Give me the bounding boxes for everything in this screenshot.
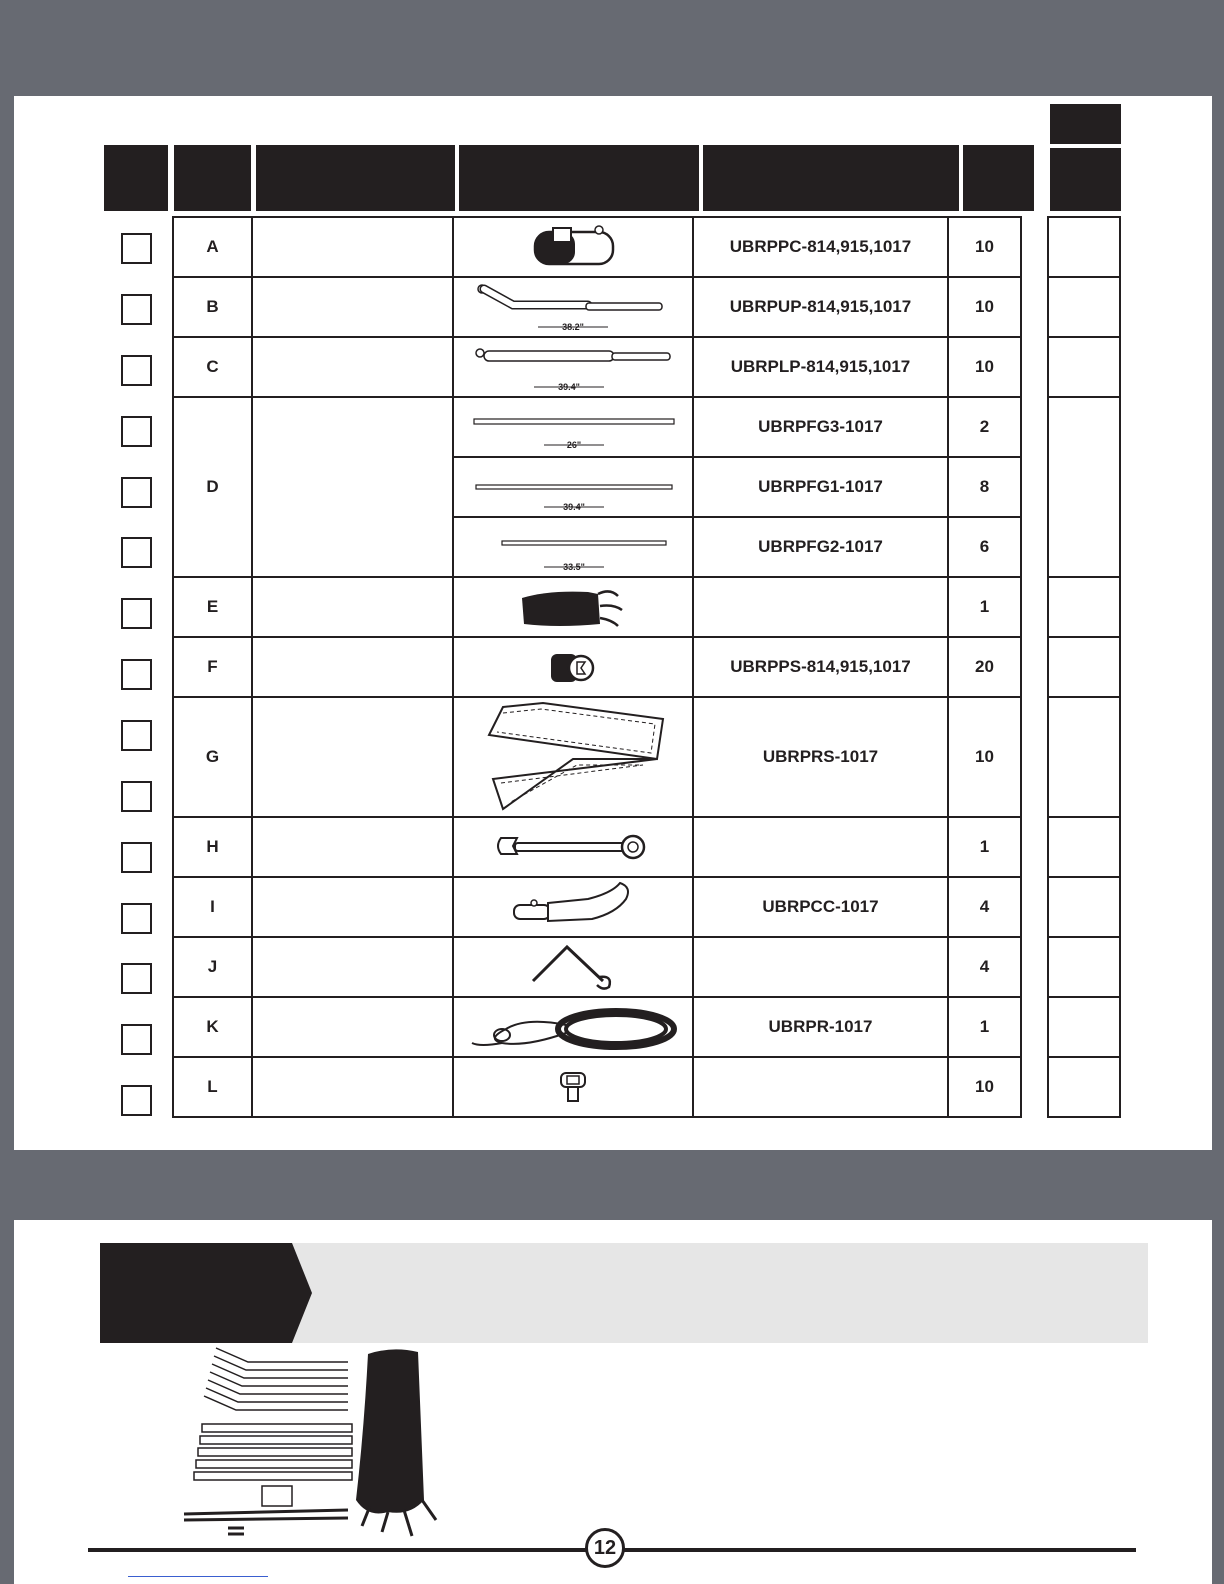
checkbox-d1[interactable] (121, 416, 152, 447)
part-key: I (173, 877, 252, 937)
checkbox-j[interactable] (121, 963, 152, 994)
part-picture (453, 517, 693, 577)
checkbox-i[interactable] (121, 903, 152, 934)
part-key: F (173, 637, 252, 697)
checkbox-h[interactable] (121, 842, 152, 873)
part-qty: 2 (948, 397, 1021, 457)
rope-icon (466, 999, 680, 1055)
part-key: A (173, 217, 252, 277)
extra-cell (1048, 697, 1120, 817)
part-description (252, 817, 453, 877)
part-qty: 1 (948, 577, 1021, 637)
part-qty: 1 (948, 997, 1021, 1057)
dimension-label: 33.5" (563, 562, 585, 572)
part-code: UBRPFG3-1017 (693, 397, 948, 457)
lower-pole-icon (464, 339, 682, 395)
part-qty: 20 (948, 637, 1021, 697)
pole-connector-icon (523, 222, 623, 272)
part-picture (453, 1057, 693, 1117)
part-qty: 1 (948, 817, 1021, 877)
step-tab (100, 1243, 312, 1343)
part-picture (453, 577, 693, 637)
header-picture-column (459, 145, 699, 211)
screw-icon (543, 644, 603, 690)
table-row (173, 817, 1021, 877)
corner-connector-icon (508, 879, 638, 935)
table-row (173, 877, 1021, 937)
part-description (252, 997, 453, 1057)
part-key: B (173, 277, 252, 337)
wrench-icon (493, 824, 653, 870)
part-qty: 10 (948, 217, 1021, 277)
dimension-label: 39.4" (558, 382, 580, 392)
table-row (173, 397, 1021, 457)
canopy-fabric-icon (518, 584, 628, 630)
part-description (252, 697, 453, 817)
part-qty: 6 (948, 517, 1021, 577)
extra-cell (1048, 577, 1120, 637)
part-description (252, 577, 453, 637)
part-qty: 10 (948, 1057, 1021, 1117)
part-code (693, 1057, 948, 1117)
part-description (252, 337, 453, 397)
checkbox-g1[interactable] (121, 720, 152, 751)
small-screw-icon (553, 1067, 593, 1107)
checkbox-a[interactable] (121, 233, 152, 264)
part-code: UBRPFG1-1017 (693, 457, 948, 517)
checkbox-f[interactable] (121, 659, 152, 690)
table-row (173, 1057, 1021, 1117)
part-description (252, 937, 453, 997)
checkbox-b[interactable] (121, 294, 152, 325)
checkbox-k[interactable] (121, 1024, 152, 1055)
table-row (173, 577, 1021, 637)
part-code: UBRPPS-814,915,1017 (693, 637, 948, 697)
extra-cell (1048, 1057, 1120, 1117)
upper-pole-icon (468, 279, 678, 335)
part-code: UBRPUP-814,915,1017 (693, 277, 948, 337)
part-picture (453, 217, 693, 277)
checkbox-d3[interactable] (121, 537, 152, 568)
fiberglass-rod-icon (464, 521, 682, 573)
part-code (693, 577, 948, 637)
part-picture (453, 937, 693, 997)
table-row (173, 697, 1021, 817)
page-number: 12 (585, 1528, 625, 1568)
table-row (173, 217, 1021, 277)
part-picture (453, 277, 693, 337)
part-code: UBRPPC-814,915,1017 (693, 217, 948, 277)
extra-column (1047, 216, 1121, 1118)
part-code: UBRPFG2-1017 (693, 517, 948, 577)
checkbox-e[interactable] (121, 598, 152, 629)
extra-cell (1048, 397, 1120, 577)
part-code: UBRPR-1017 (693, 997, 948, 1057)
extra-cell (1048, 817, 1120, 877)
part-qty: 4 (948, 877, 1021, 937)
part-key: K (173, 997, 252, 1057)
parts-overview-illustration (178, 1340, 458, 1540)
table-row (173, 277, 1021, 337)
checkbox-l[interactable] (121, 1085, 152, 1116)
stake-icon (523, 941, 623, 993)
header-extra-column (1050, 148, 1121, 211)
part-code: UBRPLP-814,915,1017 (693, 337, 948, 397)
extra-cell (1048, 997, 1120, 1057)
part-picture (453, 397, 693, 457)
part-qty: 4 (948, 937, 1021, 997)
header-code-column (703, 145, 959, 211)
header-checkbox-column (104, 145, 168, 211)
extra-cell (1048, 337, 1120, 397)
part-description (252, 217, 453, 277)
part-description (252, 397, 453, 577)
fiberglass-rod-icon (464, 461, 682, 513)
part-picture (453, 997, 693, 1057)
header-key-column (174, 145, 251, 211)
part-key: G (173, 697, 252, 817)
fiberglass-rod-icon (464, 401, 682, 453)
table-row (173, 997, 1021, 1057)
table-row (173, 637, 1021, 697)
part-key: J (173, 937, 252, 997)
part-key: D (173, 397, 252, 577)
part-qty: 10 (948, 337, 1021, 397)
checkbox-c[interactable] (121, 355, 152, 386)
extra-cell (1048, 277, 1120, 337)
header-description-column (256, 145, 455, 211)
part-picture (453, 877, 693, 937)
checkbox-d2[interactable] (121, 477, 152, 508)
part-code: UBRPCC-1017 (693, 877, 948, 937)
extra-cell (1048, 877, 1120, 937)
extra-cell (1048, 217, 1120, 277)
checkbox-g2[interactable] (121, 781, 152, 812)
part-picture (453, 457, 693, 517)
table-row (173, 337, 1021, 397)
table-row (173, 937, 1021, 997)
dimension-label: 26" (566, 440, 582, 450)
part-description (252, 277, 453, 337)
part-description (252, 637, 453, 697)
parts-table (172, 216, 1022, 1118)
part-description (252, 1057, 453, 1117)
fabric-strip-icon (473, 699, 673, 815)
footer-link-underline[interactable] (128, 1576, 268, 1577)
part-key: H (173, 817, 252, 877)
dimension-label: 39.4" (563, 502, 585, 512)
part-picture (453, 697, 693, 817)
extra-cell (1048, 637, 1120, 697)
dimension-label: 38.2" (562, 322, 584, 332)
part-picture (453, 337, 693, 397)
part-code (693, 817, 948, 877)
part-picture (453, 817, 693, 877)
extra-cell (1048, 937, 1120, 997)
part-qty: 10 (948, 697, 1021, 817)
part-picture (453, 637, 693, 697)
part-code: UBRPRS-1017 (693, 697, 948, 817)
part-key: L (173, 1057, 252, 1117)
header-extra-tab (1050, 104, 1121, 144)
part-qty: 10 (948, 277, 1021, 337)
part-key: C (173, 337, 252, 397)
part-key: E (173, 577, 252, 637)
part-qty: 8 (948, 457, 1021, 517)
part-description (252, 877, 453, 937)
part-code (693, 937, 948, 997)
header-qty-column (963, 145, 1034, 211)
